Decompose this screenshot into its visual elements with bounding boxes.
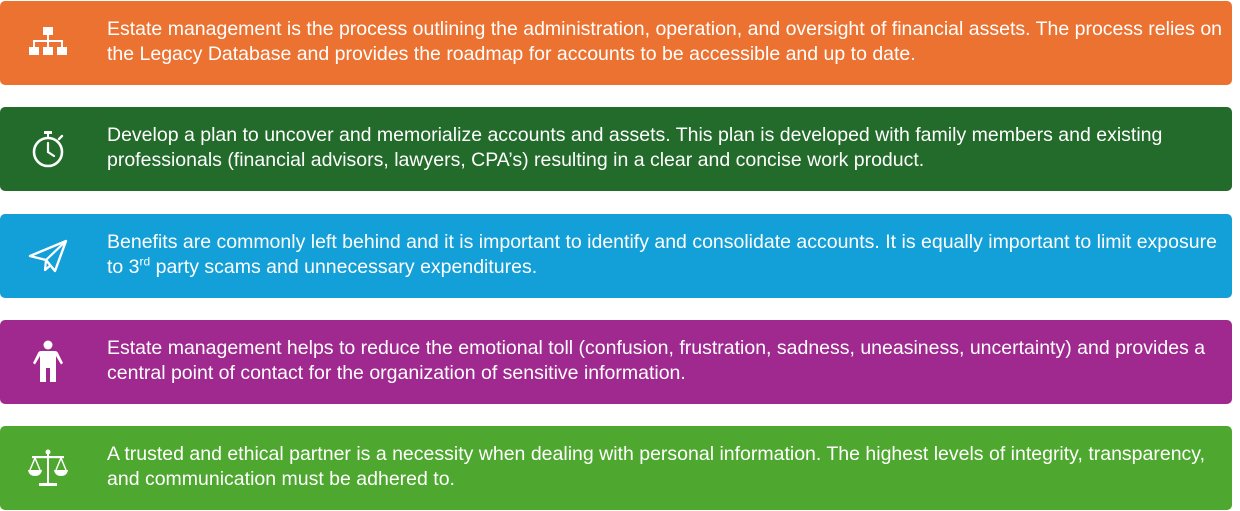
paper-plane-icon (24, 236, 72, 276)
panel-benefits (0, 214, 1232, 298)
panel-text: Estate management is the process outlining the administration, operation, and oversight of financial assets. The process relies on the Legacy Database and provides the roadmap for accounts to be accessible and up to date. (107, 18, 1223, 65)
panel-trusted-partner (0, 426, 1232, 510)
panel-estate-management (0, 1, 1232, 85)
panel-text: Develop a plan to uncover and memorialize accounts and assets. This plan is developed with family members and existing professionals (financial advisors, lawyers, CPA’s) resulting in a clear and concise work product. (107, 124, 1163, 171)
panel-text: Benefits are commonly left behind and it is important to identify and consolidate accounts. It is equally important to limit exposure to 3rd party scams and unnecessary expenditures. (107, 231, 1217, 278)
panel-text: Estate management helps to reduce the emotional toll (confusion, frustration, sadness, uneasiness, uncertainty) and provides a central point of contact for the organization of sensitive information. (107, 337, 1206, 384)
scales-icon (24, 448, 72, 488)
panel-text: A trusted and ethical partner is a necessity when dealing with personal information. The highest levels of integrity, transparency, and communication must be adhered to. (107, 443, 1206, 490)
panel-develop-plan (0, 107, 1232, 191)
stopwatch-icon (24, 129, 72, 169)
person-icon (24, 342, 72, 382)
org-chart-icon (24, 23, 72, 63)
panel-emotional-toll (0, 320, 1232, 404)
